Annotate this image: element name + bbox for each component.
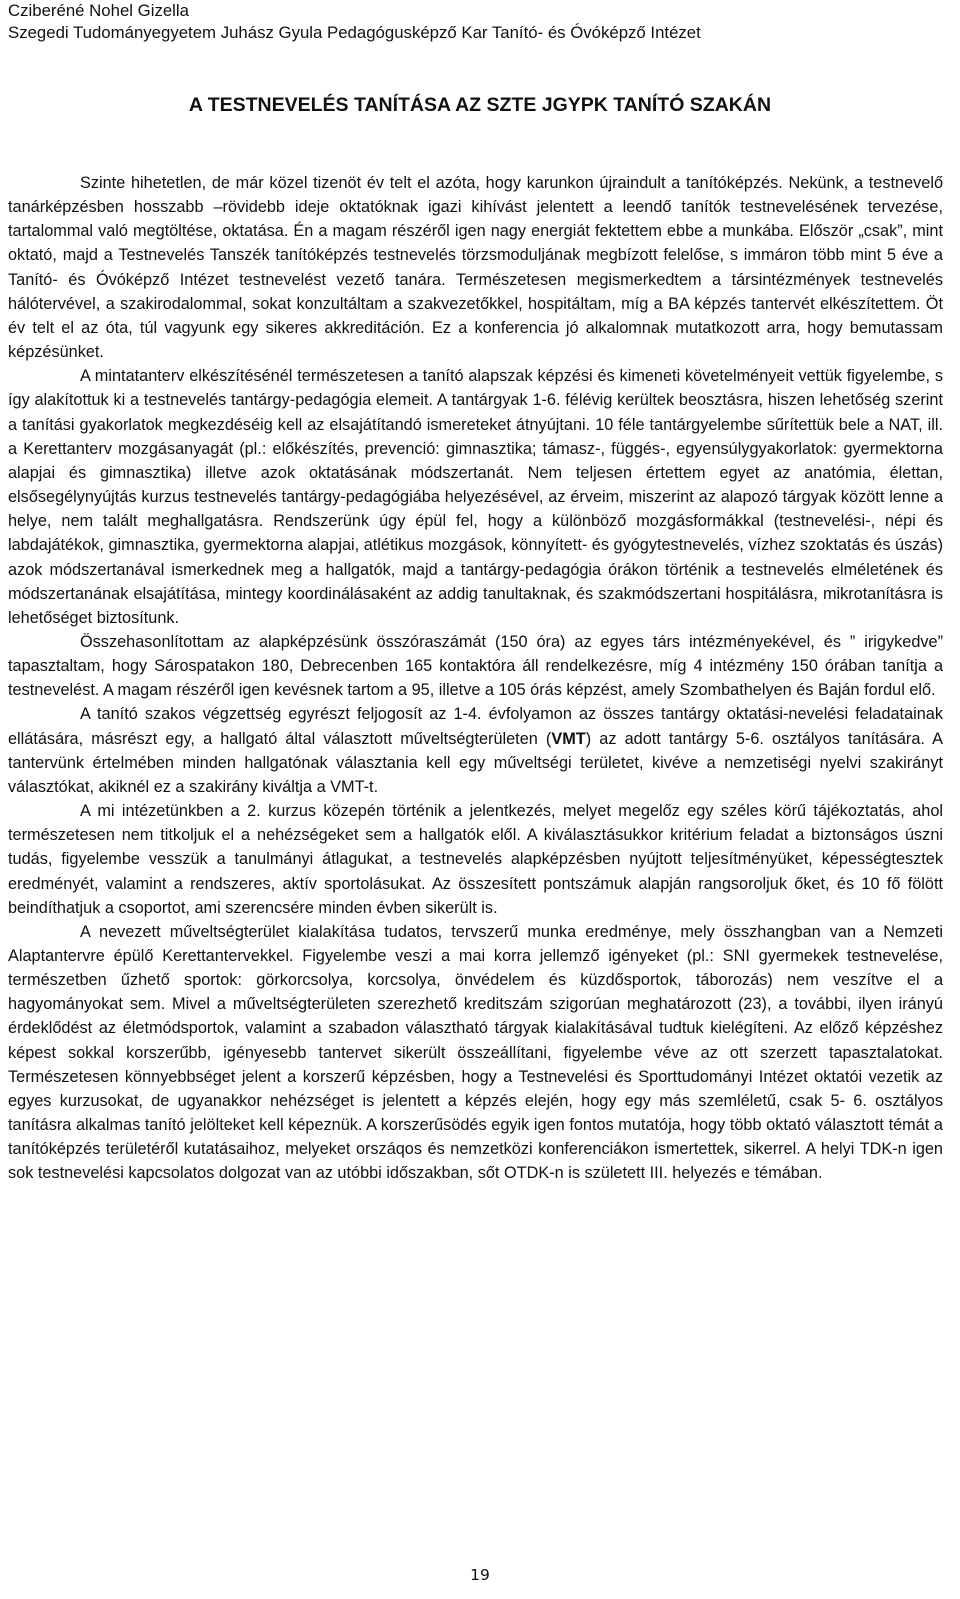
author-name: Cziberéné Nohel Gizella (8, 1, 189, 20)
page-number: 19 (470, 1566, 490, 1584)
author-affiliation: Szegedi Tudományegyetem Juhász Gyula Pedagógusképző Kar Tanító- és Óvóképző Intézet (8, 23, 701, 42)
vmt-abbreviation: VMT (551, 729, 586, 748)
paragraph-qualification-pre: A tanító szakos végzettség egyrészt feljogosít az 1-4. évfolyamon az összes tantárgy oktatási-nevelési feladatainak ellátására, másrészt egy, a hallgató által választott műveltségterületen ( (8, 705, 943, 748)
paragraph-qualification (8, 702, 943, 799)
paragraph-curriculum: A mintatanterv elkészítésénél természetesen a tanító alapszak képzési és kimeneti követelményeit vettük figyelembe, s így alakítottuk ki a testnevelés tantárgy-pedagógia elemeit. A tantárgyak 1-6. félévig kerültek beosztásra, hiszen lehetőség szerint a tanítási gyakorlatok megkezdéséig kell az elsajátítandó ismereteket átnyújtani. 10 féle tantárgyelembe sűrítettük bele a NAT, ill. a Kerettanterv mozgásanyagát (pl.: előkészítés, prevenció: gimnasztika; támasz-, függés-, egyensúlygyakorlatok: gyermektorna alapjai és gimnasztika) illetve azok oktatásának módszertanát. Nem teljesen értettem egyet az anatómia, élettan, elsősegélynyújtás kurzus testnevelés tantárgy-pedagógiába helyezésével, az érveim, miszerint az alapozó tárgyak között lenne a helye, nem talált meghallgatásra. Rendszerünk úgy épül fel, hogy a különböző mozgásformákkal (testnevelési-, népi és labdajátékok, gimnasztika, gyermektorna alapjai, atlétikus mozgások, könnyített- és gyógytestnevelés, vízhez szoktatás és úszás) azok módszertanával ismerkednek meg a hallgatók, majd a tantárgy-pedagógia órákon történik a testnevelés elméletének és módszertanának elsajátítása, mintegy koordinálásaként az addig tanultaknak, és szakmódszertani hospitálásra, mikrotanításra is lehetőséget biztosítunk. (8, 367, 943, 627)
paragraph-comparison: Összehasonlítottam az alapképzésünk összóraszámát (150 óra) az egyes társ intézményekével, és ” irigykedve” tapasztaltam, hogy Sárospatakon 180, Debrecenben 165 kontaktóra áll rendelkezésre, míg 4 intézmény 150 órában tanítja a testnevelést. A magam részéről igen kevésnek tartom a 95, illetve a 105 órás képzést, amely Szombathelyen és Baján fordul elő. (8, 632, 943, 700)
paragraph-selection: A mi intézetünkben a 2. kurzus közepén történik a jelentkezés, melyet megelőz egy széles körű tájékoztatás, ahol természetesen nem titkoljuk el a nehézségeket sem a hallgatók elől. A kiválasztásukkor kritérium feladat a biztonságos úszni tudás, figyelembe vesszük a tanulmányi átlagukat, a testnevelés alapképzésben nyújtott teljesítményüket, képességtesztek eredményét, valamint a rendszeres, aktív sportolásukat. Az összesített pontszámuk alapján rangsoroljuk őket, és 10 fő fölött beindíthatjuk a csoportot, ami szerencsére minden évben sikerült is. (8, 802, 943, 917)
paragraph-intro: Szinte hihetetlen, de már közel tizenöt év telt el azóta, hogy karunkon újraindult a tanítóképzés. Nekünk, a testnevelő tanárképzésben hosszabb –rövidebb ideje oktatóknak igazi kihívást jelentett a leendő tanítók testnevelésének tervezése, tartalommal való megtöltése, oktatása. Én a magam részéről igen nagy energiát fektettem ebbe a munkába. Először „csak”, mint oktató, majd a Testnevelés Tanszék tanítóképzés testnevelés törzsmoduljának megbízott felelőse, s immáron több mint 5 éve a Tanító- és Óvóképző Intézet testnevelést vezető tanára. Természetesen megismerkedtem a társintézmények testnevelés hálótervével, a szakirodalommal, sokat konzultáltam a szakvezetőkkel, hospitáltam, míg a BA képzés tantervét elkészítettem. Öt év telt el az óta, túl vagyunk egy sikeres akkreditáción. Ez a konferencia jó alkalomnak mutatkozott arra, hogy bemutassam képzésünket. (8, 174, 943, 362)
author-header (8, 0, 948, 44)
paragraph-qualification-post: ) az adott tantárgy 5-6. osztályos tanítására. A tantervünk értelmében minden hallgatónak választania kell egy műveltségi területet, kivéve a nemzetiségi nyelvi szakirányt választókat, akiknél ez a szakirány kiváltja a VMT-t. (8, 729, 944, 796)
body-text (8, 171, 943, 1186)
document-title: A TESTNEVELÉS TANÍTÁSA AZ SZTE JGYPK TANÍTÓ SZAKÁN (188, 94, 772, 116)
paragraph-specialization: A nevezett műveltségterület kialakítása tudatos, tervszerű munka eredménye, mely összhangban van a Nemzeti Alaptantervre épülő Kerettantervekkel. Figyelembe veszi a mai korra jellemző igényeket (pl.: SNI gyermekek testnevelése, természetben űzhető sportok: görkorcsolya, korcsolya, önvédelem és küzdősportok, táborozás) nem veszítve el a hagyományokat sem. Mivel a műveltségterületen szerezhető kreditszám szigorúan meghatározott (23), a további, ilyen irányú érdeklődést az életmódsportok, valamint a szabadon választható tárgyak kialakításával tudtuk kielégíteni. Az előző képzéshez képest sokkal korszerűbb, igényesebb tantervet sikerült összeállítani, figyelembe véve az ott szerzett tapasztalatokat. Természetesen könnyebbséget jelent a korszerű képzésben, hogy a Testnevelési és Sporttudományi Intézet oktatói vezetik az egyes kurzusokat, de ugyanakkor nehézséget is jelentett a képzés elején, hogy egy más szemléletű, csak 5- 6. osztályos tanításra alkalmas tanító jelölteket kell képeznük. A korszerűsödés egyik igen fontos mutatója, hogy több oktató választott témát a tanítóképzés területéről kutatásaihoz, melyeket orszáqos és nemzetközi konferenciákon ismertettek, sikerrel. A helyi TDK-n igen sok testnevelési kapcsolatos dolgozat van az utóbbi időszakban, sőt OTDK-n is született III. helyezés e témában. (8, 922, 943, 1183)
